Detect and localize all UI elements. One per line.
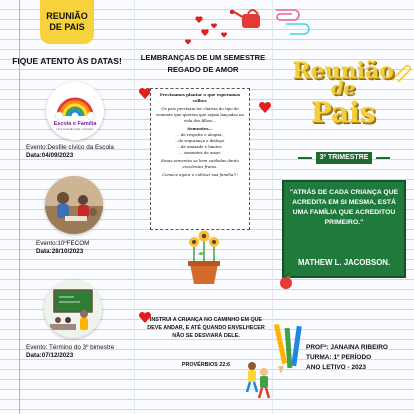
rainbow-logo [46, 82, 104, 140]
tag-line-2: DE PAIS [49, 22, 85, 32]
event-3-date-label: Data: [26, 352, 42, 359]
logo-subtext: Uma conexão para o sucesso [56, 127, 94, 131]
event-3-label: Evento: [26, 344, 48, 351]
school-year: ANO LETIVO - 2023 [306, 364, 366, 371]
heart-icon [211, 23, 217, 28]
heart-icon [221, 32, 227, 37]
event-2-date: 28/10/2023 [51, 248, 84, 255]
middle-heading-line-2: REGADO DE AMOR [167, 65, 239, 74]
left-panel [0, 0, 134, 414]
heart-icon [195, 16, 202, 23]
tag-line-1: REUNIÃO [46, 11, 88, 21]
quote-text: "ATRÁS DE CADA CRIANÇA QUE ACREDITA EM SI MESMA, ESTÁ UMA FAMÍLIA QUE ACREDITOU PRIMEIRO." [289, 189, 399, 226]
meeting-tag [40, 0, 94, 44]
instruction-text: INSTRUI A CRIANÇA NO CAMINHO EM QUE DEVE ANDAR, E ATÉ QUANDO ENVELHECER NÃO SE DESVIARÁ DELE. [147, 317, 265, 339]
heart-icon [185, 39, 191, 44]
teacher-info [306, 343, 410, 373]
quote-author: MATHEW L. JACOBSON. [297, 258, 391, 267]
event-1-label: Evento: [26, 144, 48, 151]
proverb-reference: PROVÉRBIOS 22:6 [181, 362, 231, 368]
middle-heading-line-1: LEMBRANÇAS DE UM SEMESTRE [140, 53, 266, 62]
flower-pot-icon [180, 228, 228, 286]
event-2-label: Evento: [36, 240, 58, 247]
term-label: 3º TRIMESTRE [319, 154, 369, 161]
poem-line: ...de amizade e limites. [177, 144, 223, 149]
teacher-name: PROFª: JANAINA RIBEIRO [306, 344, 388, 351]
event-1-name: Desfile cívico da Escola [47, 144, 114, 151]
kids-running-icon [242, 358, 272, 404]
middle-panel [134, 0, 272, 414]
event-3-date: 07/12/2023 [41, 352, 74, 359]
class-period: TURMA: 1º PERÍODO [306, 354, 372, 361]
right-panel [272, 0, 414, 414]
event-2-date-label: Data: [36, 248, 52, 255]
paper-clip-icon [272, 6, 312, 36]
poem-line: ...de segurança e diálogo. [174, 138, 226, 143]
poem-line: Precisamos plantar o que esperamos colher. [159, 92, 241, 103]
dates-heading: FIQUE ATENTO ÀS DATAS! [12, 56, 122, 66]
title-line-3: Pais [310, 96, 376, 129]
badge-dash [298, 157, 312, 159]
event-3 [26, 344, 130, 360]
title-line-1: Reunião [292, 58, 394, 84]
pencil-icon [274, 318, 304, 378]
poem-line: Os pais precisam ter clareza do tipo de semente que querem que sejam lançadas na vida dos filhos... [156, 106, 244, 123]
event-3-name: Término do 3º bimestre [47, 344, 115, 351]
poem-line: Comece agora o cultivar sua família!!! [162, 172, 238, 177]
quote-chalkboard [282, 180, 406, 278]
heart-icon [201, 29, 208, 36]
event-1 [26, 144, 130, 160]
apple-icon [278, 272, 294, 290]
term-badge [316, 152, 372, 164]
badge-dash [376, 157, 390, 159]
poem-line: Essas sementes se bem cuidadas darão excelentes frutos. [161, 158, 239, 169]
poem-box [150, 88, 250, 230]
middle-heading [138, 52, 268, 76]
title-line-2: de [330, 78, 356, 99]
heart-icon [258, 100, 272, 114]
watering-can-icon [230, 4, 270, 34]
event-2 [36, 240, 140, 256]
poem-line: ... sementes de amor. [179, 150, 221, 155]
event-2-name: 10ºFECOM [57, 240, 90, 247]
logo-text: Escola e Família [53, 121, 97, 127]
poem-line: Sementes... [187, 126, 213, 131]
classroom-photo [45, 176, 103, 234]
poem-line: ...de respeito e alegria, [177, 132, 223, 137]
teacher-photo [44, 280, 102, 338]
event-1-date: 04/09/2023 [41, 152, 74, 159]
event-1-date-label: Data: [26, 152, 42, 159]
